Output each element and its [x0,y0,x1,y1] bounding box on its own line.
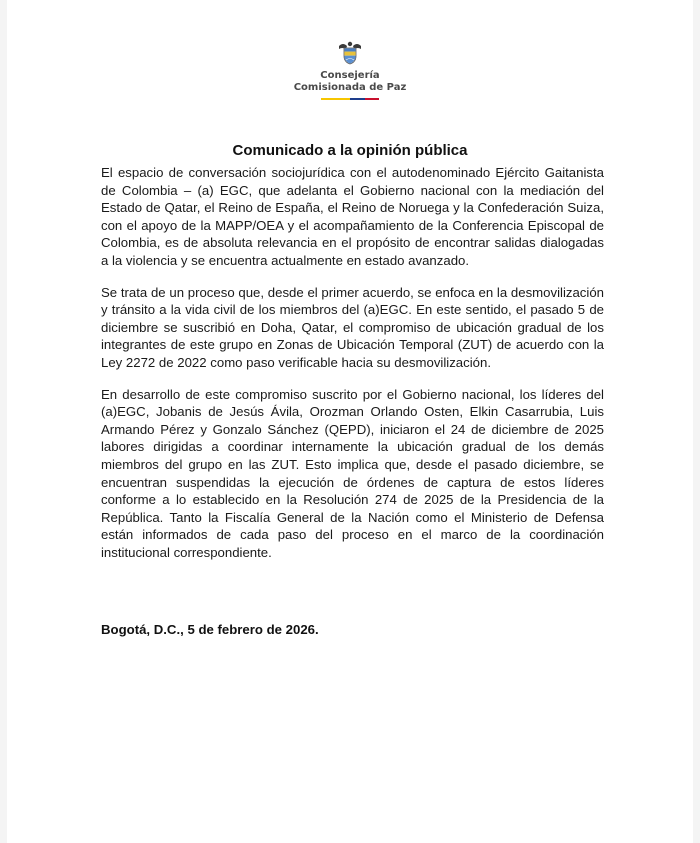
paragraph-3: En desarrollo de este compromiso suscrito por el Gobierno nacional, los líderes del (a)EGC, Jobanis de Jesús Ávila, Orozman Orlando Osten, Elkin Casarrubia, Luis Armando Pérez y Gonzalo Sánchez (QEPD), iniciaron el 24 de diciembre de 2025 labores dirigidas a coordinar internamente la ubicación gradual de los demás miembros del grupo en las ZUT. Esto implica que, desde el pasado diciembre, se encuentran suspendidas la ejecución de órdenes de captura de estos líderes conforme a lo establecido en la Resolución 274 de 2025 de la Presidencia de la República. Tanto la Fiscalía General de la Nación como el Ministerio de Defensa están informados de cada paso del proceso en el marco de la coordinación institucional correspondiente. [101,386,604,560]
colombia-coat-of-arms-icon [337,40,363,66]
org-name-line2: Comisionada de Paz [293,82,407,93]
flag-stripe-blue [350,98,365,100]
flag-stripe [321,98,379,100]
date-signoff: Bogotá, D.C., 5 de febrero de 2026. [101,622,319,637]
paragraph-2: Se trata de un proceso que, desde el primer acuerdo, se enfoca en la desmovilización y tránsito a la vida civil de los miembros del (a)EGC. En este sentido, el pasado 5 de diciembre se suscribió en Doha, Qatar, el compromiso de ubicación gradual de los integrantes de este grupo en Zonas de Ubicación Temporal (ZUT) de acuerdo con la Ley 2272 de 2022 como paso verificable hacia su desmovilización. [101,284,604,370]
flag-stripe-red [365,98,380,100]
paragraph-1: El espacio de conversación sociojurídica con el autodenominado Ejército Gaitanista de Colombia – (a) EGC, que adelanta el Gobierno nacional con la mediación del Estado de Qatar, el Reino de España, el Reino de Noruega y la Confederación Suiza, con el apoyo de la MAPP/OEA y el acompañamiento de la Conferencia Episcopal de Colombia, es de absoluta relevancia en el propósito de encontrar salidas dialogadas a la violencia y se encuentra actualmente en estado avanzado. [101,165,604,268]
page-title: Comunicado a la opinión pública [232,142,468,159]
flag-stripe-yellow [321,98,350,100]
logo [7,40,693,100]
communique-body [101,164,604,575]
document-page [7,0,693,843]
org-name-line1: Consejería [320,70,380,81]
org-name [7,70,693,94]
